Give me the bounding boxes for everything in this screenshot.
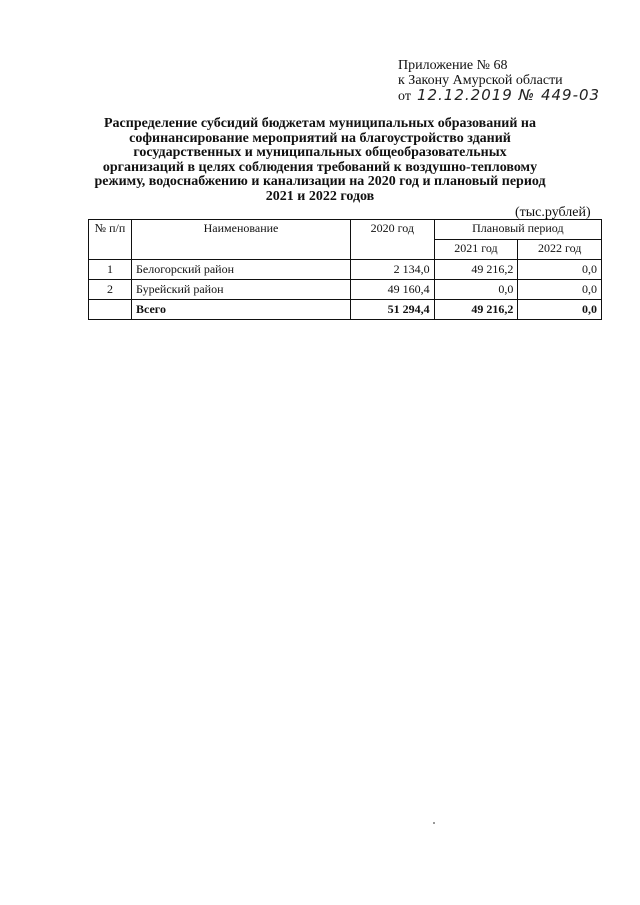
header-2022: 2022 год (518, 240, 602, 260)
row-2022: 0,0 (518, 260, 602, 280)
table-total-row (89, 300, 602, 320)
header-2021: 2021 год (434, 240, 518, 260)
annex-header (398, 58, 600, 104)
scan-speck (433, 822, 435, 824)
row-number: 1 (89, 260, 132, 280)
row-name: Бурейский район (132, 280, 351, 300)
annex-date-line (398, 88, 600, 104)
row-2022: 0,0 (518, 280, 602, 300)
units-label: (тыс.рублей) (515, 205, 591, 220)
row-2020: 2 134,0 (351, 260, 435, 280)
table-row (89, 260, 602, 280)
row-2020: 49 160,4 (351, 280, 435, 300)
row-name: Белогорский район (132, 260, 351, 280)
total-2020: 51 294,4 (351, 300, 435, 320)
row-2021: 49 216,2 (434, 260, 518, 280)
row-2021: 0,0 (434, 280, 518, 300)
annex-number: Приложение № 68 (398, 58, 508, 73)
row-number: 2 (89, 280, 132, 300)
handwritten-date-number: 12.12.2019 № 449-03 (416, 86, 601, 104)
header-planned-period: Плановый период (434, 220, 601, 240)
total-2022: 0,0 (518, 300, 602, 320)
annex-date-prefix: от (398, 89, 411, 104)
total-2021: 49 216,2 (434, 300, 518, 320)
document-title: Распределение субсидий бюджетам муниципальных образований на софинансирование мероприятий на благоустройство зданий государственных и муниципальных общеобразовательных организаций в целях соблюдения требований к воздушно-тепловому режиму, водоснабжению и канализации на 2020 год и плановый период 2021 и 2022 годов (94, 116, 546, 204)
table-header-row (89, 220, 602, 240)
annex-law: к Закону Амурской области (398, 73, 563, 88)
total-number-empty (89, 300, 132, 320)
header-name: Наименование (132, 220, 351, 260)
header-2020: 2020 год (351, 220, 435, 260)
header-number: № п/п (89, 220, 132, 260)
table-row (89, 280, 602, 300)
total-label: Всего (132, 300, 351, 320)
subsidy-table (88, 219, 602, 320)
